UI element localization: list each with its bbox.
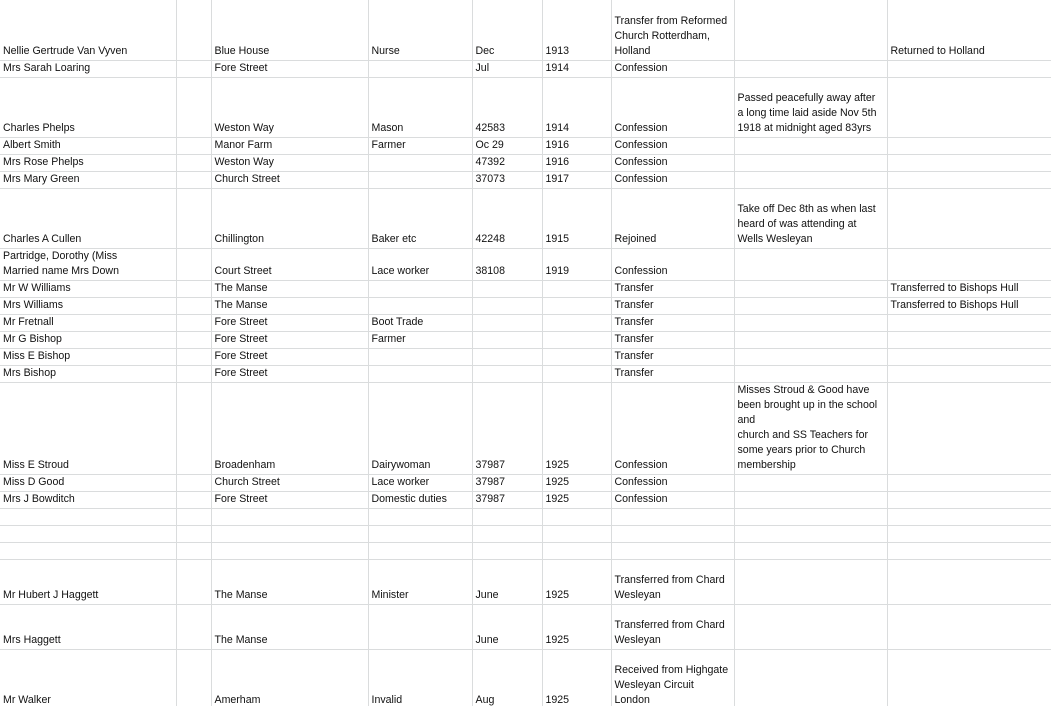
table-row xyxy=(0,248,1051,280)
cell-removal[interactable]: Transferred to Bishops Hull xyxy=(887,297,1051,314)
cell-year[interactable] xyxy=(542,348,611,365)
cell-admission[interactable] xyxy=(611,542,734,559)
cell-occupation[interactable]: Boot Trade xyxy=(368,314,472,331)
cell-year[interactable]: 1915 xyxy=(542,188,611,248)
cell-removal[interactable] xyxy=(887,542,1051,559)
cell-removal[interactable] xyxy=(887,525,1051,542)
cell-b[interactable] xyxy=(176,348,211,365)
cell-occupation[interactable] xyxy=(368,525,472,542)
cell-name[interactable]: Mr Fretnall xyxy=(0,314,176,331)
cell-date[interactable] xyxy=(472,542,542,559)
cell-name[interactable]: Mrs J Bowditch xyxy=(0,491,176,508)
cell-name[interactable]: Mrs Haggett xyxy=(0,604,176,649)
cell-remarks[interactable]: Misses Stroud & Good have been brought up in the school and church and SS Teachers for some years prior to Church membership xyxy=(734,382,887,474)
cell-occupation[interactable] xyxy=(368,508,472,525)
cell-remarks[interactable]: Take off Dec 8th as when last heard of was attending at Wells Wesleyan xyxy=(734,188,887,248)
table-row xyxy=(0,542,1051,559)
cell-admission[interactable]: Confession xyxy=(611,491,734,508)
table-row xyxy=(0,604,1051,649)
cell-address[interactable]: Broadenham xyxy=(211,382,368,474)
cell-occupation[interactable] xyxy=(368,604,472,649)
cell-date[interactable] xyxy=(472,365,542,382)
cell-address[interactable] xyxy=(211,542,368,559)
cell-date[interactable] xyxy=(472,297,542,314)
cell-occupation[interactable]: Minister xyxy=(368,559,472,604)
cell-date[interactable]: June xyxy=(472,559,542,604)
cell-address[interactable]: Fore Street xyxy=(211,60,368,77)
cell-admission[interactable]: Confession xyxy=(611,382,734,474)
cell-admission[interactable]: Confession xyxy=(611,137,734,154)
cell-occupation[interactable]: Farmer xyxy=(368,331,472,348)
cell-address[interactable]: The Manse xyxy=(211,297,368,314)
cell-date[interactable]: 37073 xyxy=(472,171,542,188)
cell-year[interactable] xyxy=(542,525,611,542)
cell-address[interactable]: The Manse xyxy=(211,559,368,604)
cell-name[interactable]: Albert Smith xyxy=(0,137,176,154)
cell-admission[interactable]: Transfer xyxy=(611,280,734,297)
cell-remarks[interactable] xyxy=(734,604,887,649)
cell-occupation[interactable]: Nurse xyxy=(368,0,472,60)
cell-occupation[interactable]: Domestic duties xyxy=(368,491,472,508)
cell-admission[interactable]: Received from Highgate Wesleyan Circuit London xyxy=(611,649,734,706)
cell-remarks[interactable] xyxy=(734,280,887,297)
cell-removal[interactable] xyxy=(887,604,1051,649)
table-row xyxy=(0,491,1051,508)
cell-year[interactable] xyxy=(542,280,611,297)
cell-year[interactable]: 1916 xyxy=(542,154,611,171)
cell-address[interactable] xyxy=(211,508,368,525)
cell-year[interactable] xyxy=(542,297,611,314)
cell-date[interactable] xyxy=(472,525,542,542)
cell-b[interactable] xyxy=(176,188,211,248)
cell-name[interactable]: Miss D Good xyxy=(0,474,176,491)
cell-name[interactable] xyxy=(0,508,176,525)
cell-b[interactable] xyxy=(176,491,211,508)
cell-occupation[interactable] xyxy=(368,365,472,382)
cell-remarks[interactable] xyxy=(734,559,887,604)
cell-remarks[interactable] xyxy=(734,314,887,331)
cell-name[interactable] xyxy=(0,542,176,559)
table-row xyxy=(0,474,1051,491)
cell-occupation[interactable]: Mason xyxy=(368,77,472,137)
cell-address[interactable]: Blue House xyxy=(211,0,368,60)
cell-removal[interactable] xyxy=(887,137,1051,154)
cell-admission[interactable]: Transfer xyxy=(611,365,734,382)
cell-date[interactable]: Dec xyxy=(472,0,542,60)
cell-date[interactable]: Oc 29 xyxy=(472,137,542,154)
cell-name[interactable]: Charles A Cullen xyxy=(0,188,176,248)
table-row xyxy=(0,171,1051,188)
cell-b[interactable] xyxy=(176,154,211,171)
cell-removal[interactable] xyxy=(887,331,1051,348)
cell-address[interactable]: Fore Street xyxy=(211,365,368,382)
cell-year[interactable]: 1925 xyxy=(542,474,611,491)
cell-b[interactable] xyxy=(176,171,211,188)
cell-b[interactable] xyxy=(176,248,211,280)
cell-removal[interactable] xyxy=(887,248,1051,280)
cell-b[interactable] xyxy=(176,525,211,542)
cell-address[interactable]: Manor Farm xyxy=(211,137,368,154)
cell-admission[interactable]: Transfer xyxy=(611,331,734,348)
cell-occupation[interactable] xyxy=(368,154,472,171)
cell-removal[interactable] xyxy=(887,382,1051,474)
cell-year[interactable]: 1925 xyxy=(542,604,611,649)
cell-address[interactable]: Amerham xyxy=(211,649,368,706)
cell-name[interactable]: Mrs Bishop xyxy=(0,365,176,382)
cell-remarks[interactable] xyxy=(734,248,887,280)
cell-b[interactable] xyxy=(176,365,211,382)
cell-address[interactable]: Fore Street xyxy=(211,314,368,331)
table-row xyxy=(0,314,1051,331)
cell-b[interactable] xyxy=(176,280,211,297)
cell-admission[interactable]: Transfer xyxy=(611,314,734,331)
table-row xyxy=(0,154,1051,171)
cell-occupation[interactable]: Baker etc xyxy=(368,188,472,248)
cell-remarks[interactable] xyxy=(734,60,887,77)
table-row xyxy=(0,60,1051,77)
cell-occupation[interactable]: Lace worker xyxy=(368,474,472,491)
cell-admission[interactable]: Confession xyxy=(611,154,734,171)
cell-date[interactable] xyxy=(472,314,542,331)
cell-b[interactable] xyxy=(176,297,211,314)
cell-removal[interactable] xyxy=(887,77,1051,137)
cell-address[interactable]: Fore Street xyxy=(211,491,368,508)
table-row xyxy=(0,77,1051,137)
cell-date[interactable]: 37987 xyxy=(472,491,542,508)
cell-occupation[interactable] xyxy=(368,60,472,77)
cell-occupation[interactable]: Lace worker xyxy=(368,248,472,280)
cell-year[interactable] xyxy=(542,314,611,331)
cell-date[interactable]: 42583 xyxy=(472,77,542,137)
cell-remarks[interactable]: Passed peacefully away after a long time laid aside Nov 5th 1918 at midnight aged 83yrs xyxy=(734,77,887,137)
cell-name[interactable]: Miss E Bishop xyxy=(0,348,176,365)
cell-admission[interactable]: Transfer xyxy=(611,348,734,365)
cell-admission[interactable]: Transferred from Chard Wesleyan xyxy=(611,559,734,604)
cell-admission[interactable] xyxy=(611,525,734,542)
cell-year[interactable]: 1916 xyxy=(542,137,611,154)
cell-address[interactable]: Fore Street xyxy=(211,331,368,348)
cell-date[interactable]: June xyxy=(472,604,542,649)
cell-b[interactable] xyxy=(176,604,211,649)
table-row xyxy=(0,365,1051,382)
cell-removal[interactable] xyxy=(887,348,1051,365)
cell-year[interactable] xyxy=(542,365,611,382)
cell-year[interactable]: 1914 xyxy=(542,77,611,137)
cell-date[interactable] xyxy=(472,508,542,525)
cell-b[interactable] xyxy=(176,60,211,77)
table-row xyxy=(0,188,1051,248)
cell-date[interactable] xyxy=(472,348,542,365)
cell-occupation[interactable] xyxy=(368,542,472,559)
cell-removal[interactable] xyxy=(887,60,1051,77)
cell-address[interactable]: Court Street xyxy=(211,248,368,280)
cell-removal[interactable] xyxy=(887,365,1051,382)
cell-name[interactable]: Mr Walker xyxy=(0,649,176,706)
cell-removal[interactable] xyxy=(887,508,1051,525)
cell-year[interactable] xyxy=(542,331,611,348)
cell-removal[interactable] xyxy=(887,188,1051,248)
cell-remarks[interactable] xyxy=(734,542,887,559)
cell-date[interactable]: 37987 xyxy=(472,474,542,491)
cell-address[interactable] xyxy=(211,525,368,542)
cell-b[interactable] xyxy=(176,382,211,474)
cell-removal[interactable] xyxy=(887,171,1051,188)
cell-remarks[interactable] xyxy=(734,491,887,508)
cell-b[interactable] xyxy=(176,474,211,491)
cell-address[interactable]: Chillington xyxy=(211,188,368,248)
cell-admission[interactable]: Transfer xyxy=(611,297,734,314)
cell-b[interactable] xyxy=(176,542,211,559)
cell-name[interactable] xyxy=(0,525,176,542)
cell-date[interactable]: 37987 xyxy=(472,382,542,474)
table-row xyxy=(0,508,1051,525)
cell-remarks[interactable] xyxy=(734,297,887,314)
cell-b[interactable] xyxy=(176,649,211,706)
table-row xyxy=(0,525,1051,542)
cell-address[interactable]: Weston Way xyxy=(211,77,368,137)
cell-removal[interactable] xyxy=(887,559,1051,604)
cell-remarks[interactable] xyxy=(734,525,887,542)
cell-date[interactable]: 47392 xyxy=(472,154,542,171)
cell-date[interactable]: 38108 xyxy=(472,248,542,280)
cell-b[interactable] xyxy=(176,314,211,331)
cell-address[interactable]: Church Street xyxy=(211,171,368,188)
cell-occupation[interactable] xyxy=(368,348,472,365)
cell-year[interactable]: 1925 xyxy=(542,382,611,474)
cell-b[interactable] xyxy=(176,559,211,604)
cell-address[interactable]: The Manse xyxy=(211,604,368,649)
cell-name[interactable]: Mrs Sarah Loaring xyxy=(0,60,176,77)
cell-year[interactable]: 1925 xyxy=(542,649,611,706)
cell-name[interactable]: Nellie Gertrude Van Vyven xyxy=(0,0,176,60)
cell-occupation[interactable] xyxy=(368,280,472,297)
cell-year[interactable] xyxy=(542,542,611,559)
cell-remarks[interactable] xyxy=(734,171,887,188)
cell-year[interactable]: 1914 xyxy=(542,60,611,77)
cell-b[interactable] xyxy=(176,331,211,348)
table-row xyxy=(0,382,1051,474)
cell-date[interactable]: Jul xyxy=(472,60,542,77)
cell-address[interactable]: Weston Way xyxy=(211,154,368,171)
cell-name[interactable]: Mrs Williams xyxy=(0,297,176,314)
cell-admission[interactable]: Confession xyxy=(611,171,734,188)
cell-occupation[interactable] xyxy=(368,297,472,314)
cell-address[interactable]: Fore Street xyxy=(211,348,368,365)
cell-name[interactable]: Partridge, Dorothy (Miss Married name Mrs Down xyxy=(0,248,176,280)
cell-removal[interactable]: Transferred to Bishops Hull xyxy=(887,280,1051,297)
cell-address[interactable]: The Manse xyxy=(211,280,368,297)
cell-name[interactable]: Charles Phelps xyxy=(0,77,176,137)
cell-date[interactable]: 42248 xyxy=(472,188,542,248)
cell-year[interactable]: 1917 xyxy=(542,171,611,188)
cell-b[interactable] xyxy=(176,137,211,154)
table-row xyxy=(0,348,1051,365)
cell-removal[interactable] xyxy=(887,154,1051,171)
cell-admission[interactable]: Transfer from Reformed Church Rotterdham, Holland xyxy=(611,0,734,60)
cell-admission[interactable]: Confession xyxy=(611,60,734,77)
cell-name[interactable]: Mrs Rose Phelps xyxy=(0,154,176,171)
cell-name[interactable]: Mr Hubert J Haggett xyxy=(0,559,176,604)
cell-remarks[interactable] xyxy=(734,154,887,171)
cell-occupation[interactable]: Dairywoman xyxy=(368,382,472,474)
cell-removal[interactable] xyxy=(887,474,1051,491)
table-row xyxy=(0,280,1051,297)
cell-b[interactable] xyxy=(176,0,211,60)
cell-remarks[interactable] xyxy=(734,137,887,154)
cell-b[interactable] xyxy=(176,508,211,525)
cell-remarks[interactable] xyxy=(734,508,887,525)
cell-name[interactable]: Miss E Stroud xyxy=(0,382,176,474)
cell-removal[interactable] xyxy=(887,314,1051,331)
cell-date[interactable] xyxy=(472,280,542,297)
cell-year[interactable]: 1913 xyxy=(542,0,611,60)
cell-removal[interactable]: Returned to Holland xyxy=(887,0,1051,60)
cell-removal[interactable] xyxy=(887,649,1051,706)
cell-name[interactable]: Mr G Bishop xyxy=(0,331,176,348)
table-row xyxy=(0,331,1051,348)
cell-b[interactable] xyxy=(176,77,211,137)
table-row xyxy=(0,137,1051,154)
cell-admission[interactable] xyxy=(611,508,734,525)
cell-removal[interactable] xyxy=(887,491,1051,508)
cell-address[interactable]: Church Street xyxy=(211,474,368,491)
cell-date[interactable]: Aug xyxy=(472,649,542,706)
cell-admission[interactable]: Confession xyxy=(611,474,734,491)
cell-occupation[interactable]: Invalid xyxy=(368,649,472,706)
cell-date[interactable] xyxy=(472,331,542,348)
cell-name[interactable]: Mrs Mary Green xyxy=(0,171,176,188)
cell-admission[interactable]: Rejoined xyxy=(611,188,734,248)
table-row xyxy=(0,0,1051,60)
cell-remarks[interactable] xyxy=(734,474,887,491)
cell-remarks[interactable] xyxy=(734,365,887,382)
cell-year[interactable]: 1925 xyxy=(542,491,611,508)
table-row xyxy=(0,649,1051,706)
table-row xyxy=(0,297,1051,314)
cell-admission[interactable]: Transferred from Chard Wesleyan xyxy=(611,604,734,649)
cell-name[interactable]: Mr W Williams xyxy=(0,280,176,297)
cell-remarks[interactable] xyxy=(734,649,887,706)
cell-occupation[interactable] xyxy=(368,171,472,188)
cell-year[interactable]: 1919 xyxy=(542,248,611,280)
cell-remarks[interactable] xyxy=(734,348,887,365)
cell-year[interactable] xyxy=(542,508,611,525)
cell-occupation[interactable]: Farmer xyxy=(368,137,472,154)
cell-remarks[interactable] xyxy=(734,331,887,348)
cell-remarks[interactable] xyxy=(734,0,887,60)
cell-admission[interactable]: Confession xyxy=(611,77,734,137)
cell-year[interactable]: 1925 xyxy=(542,559,611,604)
cell-admission[interactable]: Confession xyxy=(611,248,734,280)
table-row xyxy=(0,559,1051,604)
